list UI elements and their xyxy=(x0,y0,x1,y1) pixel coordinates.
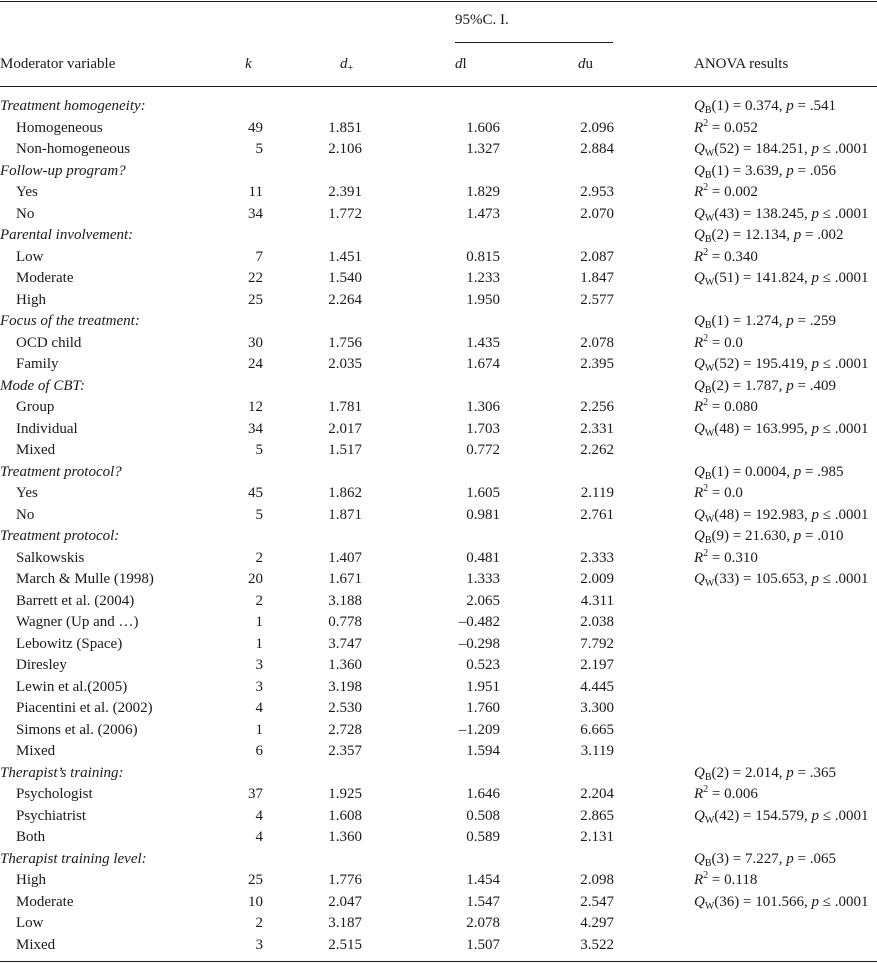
d-plus-cell: 2.530 xyxy=(328,700,362,716)
k-cell: 22 xyxy=(248,270,263,286)
d-lower-cell: 1.950 xyxy=(466,291,500,308)
moderator-header: Moderator variable xyxy=(0,56,116,72)
d-lower-cell: 1.454 xyxy=(466,872,500,888)
group-row xyxy=(0,161,877,183)
table-row xyxy=(0,247,877,269)
d-plus-cell: 2.357 xyxy=(328,743,362,759)
d-upper-cell: 2.204 xyxy=(580,786,614,802)
k-cell: 1 xyxy=(255,721,263,738)
row-label: Mixed xyxy=(16,743,56,759)
d-lower-cell: 2.065 xyxy=(466,592,500,609)
group-label: Treatment homogeneity: xyxy=(0,98,146,114)
d-plus-cell: 2.035 xyxy=(328,356,362,372)
ci-header: 95%C. I. xyxy=(455,12,509,28)
row-label: Lewin et al.(2005) xyxy=(16,678,128,695)
k-cell: 20 xyxy=(248,571,263,587)
anova-cell: $R^2 = 0.052$ xyxy=(694,117,758,136)
k-cell: 25 xyxy=(248,872,263,888)
d-upper-cell: 2.087 xyxy=(580,248,614,265)
table-row xyxy=(0,634,877,656)
d-plus-cell: 2.391 xyxy=(328,184,362,200)
row-label: Family xyxy=(16,356,59,372)
table-row xyxy=(0,569,877,591)
row-label: Both xyxy=(16,829,46,845)
d-upper-cell: 4.297 xyxy=(580,915,614,931)
anova-cell: $R^2 = 0.0$ xyxy=(694,332,743,351)
d-plus-cell: 2.728 xyxy=(328,721,362,738)
anova-cell: $Q_W(48) = 163.995$, p ≤ .0001 xyxy=(694,420,869,439)
anova-cell: $Q_W(43) = 138.245$, p ≤ .0001 xyxy=(694,205,869,224)
d-upper-cell: 2.395 xyxy=(580,356,614,372)
row-label: Piacentini et al. (2002) xyxy=(16,700,153,716)
d-plus-cell: 1.781 xyxy=(328,399,362,415)
d-lower-cell: 0.508 xyxy=(466,807,500,824)
table-row xyxy=(0,548,877,570)
d-lower-cell: 1.829 xyxy=(466,184,500,200)
table-row xyxy=(0,268,877,290)
row-label: March & Mulle (1998) xyxy=(16,571,154,587)
d-plus-header: $d_+$ xyxy=(340,56,354,74)
d-upper-cell: 2.256 xyxy=(580,399,614,415)
k-cell: 24 xyxy=(248,356,263,372)
row-label: Lebowitz (Space) xyxy=(16,635,123,652)
table-body xyxy=(0,96,877,956)
d-plus-cell: 1.862 xyxy=(328,485,362,501)
row-label: No xyxy=(16,506,35,523)
table-row xyxy=(0,612,877,634)
d-upper-cell: 7.792 xyxy=(580,635,614,652)
group-label: Treatment protocol? xyxy=(0,463,122,480)
d-upper-cell: 2.038 xyxy=(580,614,614,630)
ci-rule xyxy=(455,42,613,43)
d-lower-cell: 1.646 xyxy=(466,786,500,802)
anova-header: ANOVA results xyxy=(694,56,789,72)
row-label: Diresley xyxy=(16,657,67,673)
d-upper-cell: 2.761 xyxy=(580,506,614,523)
d-upper-cell: 2.953 xyxy=(580,184,614,200)
d-plus-cell: 3.198 xyxy=(328,678,362,695)
anova-cell: $Q_B(9) = 21.630$, p = .010 xyxy=(694,528,844,546)
table-row xyxy=(0,892,877,914)
row-label: Psychologist xyxy=(16,786,93,802)
group-label: Mode of CBT: xyxy=(0,377,85,394)
k-cell: 34 xyxy=(248,420,263,437)
k-cell: 7 xyxy=(255,248,263,265)
d-lower-cell: 1.760 xyxy=(466,700,500,716)
d-plus-cell: 1.540 xyxy=(328,270,362,286)
row-label: Non-homogeneous xyxy=(16,141,131,157)
anova-cell: $Q_W(36) = 101.566$, p ≤ .0001 xyxy=(694,893,869,912)
d-lower-cell: 1.606 xyxy=(466,119,500,136)
d-lower-cell: 1.547 xyxy=(466,893,500,910)
k-header: k xyxy=(245,56,252,72)
table-row xyxy=(0,913,877,935)
anova-cell: $R^2 = 0.340$ xyxy=(694,246,758,265)
d-upper-cell: 1.847 xyxy=(580,270,614,286)
anova-cell: $Q_B(2) = 1.787$, p = .409 xyxy=(694,377,836,396)
d-plus-cell: 1.756 xyxy=(328,334,362,351)
row-label: Yes xyxy=(16,485,38,501)
d-upper-cell: 2.884 xyxy=(580,141,614,157)
k-cell: 5 xyxy=(255,506,263,523)
table-row xyxy=(0,741,877,763)
d-plus-cell: 1.871 xyxy=(328,506,362,523)
d-lower-cell: –0.298 xyxy=(458,635,500,652)
row-label: Group xyxy=(16,399,55,415)
d-upper-cell: 2.577 xyxy=(580,291,614,308)
d-plus-cell: 3.747 xyxy=(328,635,362,652)
anova-cell: $R^2 = 0.118$ xyxy=(694,870,758,888)
table-row xyxy=(0,655,877,677)
group-label: Focus of the treatment: xyxy=(0,313,140,329)
d-upper-cell: 2.197 xyxy=(580,657,614,673)
d-lower-cell: 1.327 xyxy=(466,141,500,157)
k-cell: 49 xyxy=(248,119,263,136)
k-cell: 12 xyxy=(248,399,263,415)
k-cell: 5 xyxy=(255,141,263,157)
row-label: Homogeneous xyxy=(16,119,103,136)
d-lower-cell: 0.481 xyxy=(466,549,500,566)
anova-cell: $Q_B(1) = 0.0004$, p = .985 xyxy=(694,463,844,482)
anova-cell: $R^2 = 0.006$ xyxy=(694,784,758,802)
table-row xyxy=(0,505,877,527)
d-lower-cell: 0.772 xyxy=(466,442,500,458)
d-upper-cell: 2.098 xyxy=(580,872,614,888)
d-plus-cell: 1.360 xyxy=(328,657,362,673)
anova-cell: $Q_B(1) = 3.639$, p = .056 xyxy=(694,162,836,181)
row-label: Wagner (Up and …) xyxy=(16,614,139,630)
d-upper-cell: 2.096 xyxy=(580,119,614,136)
k-cell: 1 xyxy=(255,614,263,630)
group-label: Therapist’s training: xyxy=(0,764,124,781)
anova-cell: $R^2 = 0.310$ xyxy=(694,547,758,566)
row-label: Individual xyxy=(16,420,78,437)
anova-cell: $Q_W(48) = 192.983$, p ≤ .0001 xyxy=(694,506,869,525)
row-label: Low xyxy=(16,248,44,265)
row-label: Low xyxy=(16,915,44,931)
anova-cell: $Q_W(52) = 184.251$, p ≤ .0001 xyxy=(694,141,869,159)
table-row xyxy=(0,397,877,419)
group-label: Treatment protocol: xyxy=(0,528,120,544)
k-cell: 2 xyxy=(255,592,263,609)
d-upper-cell: 3.300 xyxy=(580,700,614,716)
d-plus-cell: 2.017 xyxy=(328,420,362,437)
d-plus-cell: 2.106 xyxy=(328,141,362,157)
k-cell: 34 xyxy=(248,205,263,222)
k-cell: 6 xyxy=(255,743,263,759)
k-cell: 3 xyxy=(255,936,263,953)
d-lower-cell: 1.333 xyxy=(466,571,500,587)
d-plus-cell: 1.451 xyxy=(328,248,362,265)
anova-cell: $Q_B(2) = 2.014$, p = .365 xyxy=(694,764,836,783)
anova-cell: $Q_B(3) = 7.227$, p = .065 xyxy=(694,850,836,869)
row-label: Moderate xyxy=(16,270,74,286)
d-lower-cell: 1.674 xyxy=(466,356,500,372)
row-label: OCD child xyxy=(16,334,82,351)
d-plus-cell: 1.608 xyxy=(328,807,362,824)
k-cell: 2 xyxy=(255,915,263,931)
d-upper-cell: 2.547 xyxy=(580,893,614,910)
row-label: High xyxy=(16,872,46,888)
anova-cell: $Q_W(52) = 195.419$, p ≤ .0001 xyxy=(694,356,869,374)
table-row xyxy=(0,333,877,355)
d-upper-cell: 2.119 xyxy=(580,485,614,501)
d-plus-cell: 1.776 xyxy=(328,872,362,888)
d-lower-cell: 1.233 xyxy=(466,270,500,286)
table-row xyxy=(0,290,877,312)
d-lower-cell: 1.435 xyxy=(466,334,500,351)
d-lower-cell: 1.594 xyxy=(466,743,500,759)
table-row xyxy=(0,440,877,462)
k-cell: 10 xyxy=(248,893,263,910)
d-lower-cell: 1.951 xyxy=(466,678,500,695)
d-plus-cell: 2.515 xyxy=(328,936,362,953)
anova-cell: $Q_W(42) = 154.579$, p ≤ .0001 xyxy=(694,807,869,826)
table-row xyxy=(0,139,877,161)
d-upper-cell: 2.865 xyxy=(580,807,614,824)
group-label: Therapist training level: xyxy=(0,850,147,867)
d-lower-cell: –1.209 xyxy=(458,721,500,738)
top-rule xyxy=(0,1,877,2)
header-rule xyxy=(0,86,877,87)
d-plus-cell: 1.671 xyxy=(328,571,362,587)
table-row xyxy=(0,591,877,613)
d-lower-cell: 1.306 xyxy=(466,399,500,415)
d-lower-header: dl xyxy=(455,56,467,72)
table-row xyxy=(0,419,877,441)
d-upper-cell: 2.131 xyxy=(580,829,614,845)
k-cell: 11 xyxy=(248,184,263,200)
group-label: Parental involvement: xyxy=(0,227,134,243)
d-plus-cell: 3.187 xyxy=(328,915,362,931)
table-row xyxy=(0,784,877,806)
d-lower-cell: 2.078 xyxy=(466,915,500,931)
group-row xyxy=(0,526,877,548)
d-plus-cell: 0.778 xyxy=(328,614,362,630)
k-cell: 3 xyxy=(255,678,263,695)
table-row xyxy=(0,182,877,204)
anova-cell: $Q_W(33) = 105.653$, p ≤ .0001 xyxy=(694,571,869,589)
d-plus-cell: 1.772 xyxy=(328,205,362,222)
table-row xyxy=(0,204,877,226)
row-label: Mixed xyxy=(16,442,56,458)
k-cell: 4 xyxy=(255,829,263,845)
d-upper-cell: 3.119 xyxy=(580,743,614,759)
bottom-rule xyxy=(0,961,877,962)
row-label: High xyxy=(16,291,46,308)
group-row xyxy=(0,376,877,398)
d-upper-cell: 4.311 xyxy=(580,592,614,609)
row-label: Simons et al. (2006) xyxy=(16,721,138,738)
d-upper-cell: 2.070 xyxy=(580,205,614,222)
d-upper-cell: 2.333 xyxy=(580,549,614,566)
group-label: Follow-up program? xyxy=(0,162,126,179)
k-cell: 4 xyxy=(255,807,263,824)
row-label: No xyxy=(16,205,35,222)
d-lower-cell: –0.482 xyxy=(458,614,500,630)
d-plus-cell: 1.517 xyxy=(328,442,362,458)
table-row xyxy=(0,806,877,828)
k-cell: 3 xyxy=(255,657,263,673)
d-upper-cell: 2.009 xyxy=(580,571,614,587)
row-label: Salkowskis xyxy=(16,549,85,566)
d-lower-cell: 0.589 xyxy=(466,829,500,845)
k-cell: 37 xyxy=(248,786,263,802)
row-label: Yes xyxy=(16,184,38,200)
d-lower-cell: 1.605 xyxy=(466,485,500,501)
anova-cell: $Q_B(1) = 1.274$, p = .259 xyxy=(694,313,836,331)
d-plus-cell: 1.851 xyxy=(328,119,362,136)
k-cell: 25 xyxy=(248,291,263,308)
d-lower-cell: 1.507 xyxy=(466,936,500,953)
table-row xyxy=(0,935,877,957)
table-row xyxy=(0,827,877,849)
d-upper-cell: 2.331 xyxy=(580,420,614,437)
anova-cell: $R^2 = 0.080$ xyxy=(694,397,758,415)
d-upper-cell: 4.445 xyxy=(580,678,614,695)
d-plus-cell: 2.264 xyxy=(328,291,362,308)
table-row xyxy=(0,354,877,376)
group-row xyxy=(0,311,877,333)
k-cell: 30 xyxy=(248,334,263,351)
d-lower-cell: 0.981 xyxy=(466,506,500,523)
table-row xyxy=(0,483,877,505)
d-plus-cell: 1.925 xyxy=(328,786,362,802)
d-lower-cell: 1.473 xyxy=(466,205,500,222)
anova-cell: $Q_B(1) = 0.374$, p = .541 xyxy=(694,98,836,116)
group-row xyxy=(0,462,877,484)
d-plus-cell: 2.047 xyxy=(328,893,362,910)
d-lower-cell: 1.703 xyxy=(466,420,500,437)
row-label: Moderate xyxy=(16,893,74,910)
row-label: Mixed xyxy=(16,936,56,953)
d-upper-cell: 2.078 xyxy=(580,334,614,351)
anova-cell: $R^2 = 0.002$ xyxy=(694,182,758,200)
k-cell: 45 xyxy=(248,485,263,501)
d-plus-cell: 1.407 xyxy=(328,549,362,566)
d-upper-cell: 6.665 xyxy=(580,721,614,738)
group-row xyxy=(0,763,877,785)
d-plus-cell: 3.188 xyxy=(328,592,362,609)
k-cell: 5 xyxy=(255,442,263,458)
d-upper-cell: 3.522 xyxy=(580,936,614,953)
table-row xyxy=(0,677,877,699)
table-row xyxy=(0,698,877,720)
group-row xyxy=(0,849,877,871)
d-plus-cell: 1.360 xyxy=(328,829,362,845)
anova-cell: $Q_W(51) = 141.824$, p ≤ .0001 xyxy=(694,270,869,288)
d-lower-cell: 0.815 xyxy=(466,248,500,265)
k-cell: 2 xyxy=(255,549,263,566)
anova-cell: $R^2 = 0.0$ xyxy=(694,483,743,501)
table-row xyxy=(0,870,877,892)
k-cell: 1 xyxy=(255,635,263,652)
table-row xyxy=(0,720,877,742)
anova-cell: $Q_B(2) = 12.134$, p = .002 xyxy=(694,227,844,245)
group-row xyxy=(0,225,877,247)
d-lower-cell: 0.523 xyxy=(466,657,500,673)
group-row xyxy=(0,96,877,118)
table-row xyxy=(0,118,877,140)
row-label: Barrett et al. (2004) xyxy=(16,592,135,609)
d-upper-cell: 2.262 xyxy=(580,442,614,458)
k-cell: 4 xyxy=(255,700,263,716)
row-label: Psychiatrist xyxy=(16,807,86,824)
d-upper-header: du xyxy=(578,56,593,72)
